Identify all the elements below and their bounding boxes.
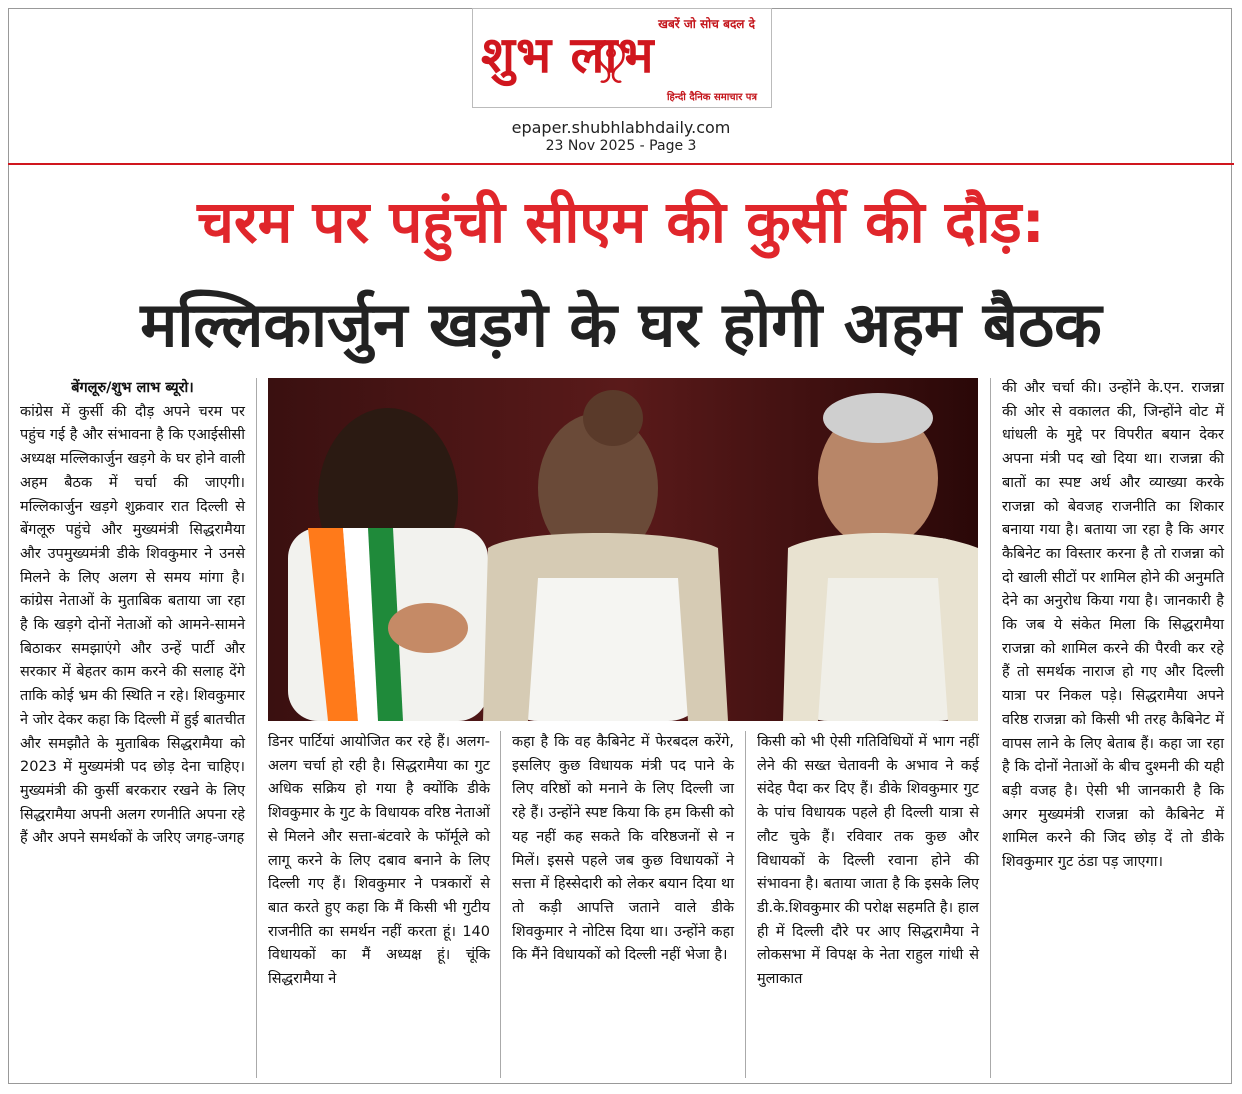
article-dateline: बेंगलूरु/शुभ लाभ ब्यूरो। xyxy=(71,380,194,396)
headline-line1: चरम पर पहुंची सीएम की कुर्सी की दौड़: xyxy=(197,188,1045,256)
article-column-1 xyxy=(20,377,245,851)
article-column-3-text: कहा है कि वह कैबिनेट में फेरबदल करेंगे, इसलिए कुछ विधायक मंत्री पद पाने के लिए वरिष्ठों को मनाने के लिए दिल्ली जा रहे हैं। उन्होंने स्पष्ट किया कि हम किसी को यह नहीं कह सकते कि वरिष्ठजनों से न मिलें। इससे पहले जब कुछ विधायकों ने सत्ता में हिस्सेदारी को लेकर बयान दिया था तो कड़ी आपत्ति जताने वाले डीके शिवकुमार ने नोटिस दिया था। उन्होंने कहा कि मैंने विधायकों को दिल्ली नहीं भेजा है। xyxy=(512,734,734,964)
masthead-tagline: खबरें जो सोच बदल दे xyxy=(658,17,755,31)
edition-url[interactable]: epaper.shubhlabhdaily.com xyxy=(511,118,731,137)
edition-date-page: 23 Nov 2025 - Page 3 xyxy=(545,138,697,154)
article-column-1-text: कांग्रेस में कुर्सी की दौड़ अपने चरम पर पहुंच गई है और संभावना है कि एआईसीसी अध्यक्ष मल्लिकार्जुन खड़गे के घर होने वाली अहम बैठक में चर्चा की जाएगी। मल्लिकार्जुन खड़गे शुक्रवार रात दिल्ली से बेंगलूरु पहुंचे और मुख्यमंत्री सिद्धरामैया और उपमुख्यमंत्री डीके शिवकुमार ने उनसे मिलने के लिए अलग से समय मांगा है। कांग्रेस नेताओं के मुताबिक बताया जा रहा है कि खड़गे दोनों नेताओं को आमने-सामने बिठाकर समझाएंगे और उन्हें पार्टी और सरकार में बेहतर काम करने की सलाह देंगे ताकि कोई भ्रम की स्थिति न रहे। शिवकुमार ने जोर देकर कहा कि दिल्ली में हुई बातचीत और समझौते के मुताबिक सिद्धरामैया को 2023 में मुख्यमंत्री पद छोड़ देना चाहिए। मुख्यमंत्री की कुर्सी बरकरार रखने के लिए सिद्धरामैया अपनी अलग रणनीति अपना रहे हैं और अपने समर्थकों के जरिए जगह-जगह xyxy=(20,403,245,847)
logo-wordmark: शुभ लाभ xyxy=(481,26,655,84)
column-divider xyxy=(745,731,746,1078)
ganesh-emblem-icon xyxy=(591,37,631,87)
article-column-3 xyxy=(512,731,734,968)
article-column-5 xyxy=(1002,377,1224,875)
article-column-2-text: डिनर पार्टियां आयोजित कर रहे हैं। अलग-अलग चर्चा हो रही है। सिद्धरामैया का गुट अधिक सक्रिय हो गया है क्योंकि डीके शिवकुमार के गुट के विधायक वरिष्ठ नेताओं से मिलने और सत्ता-बंटवारे के फॉर्मूले को लागू करने के लिए दबाव बनाने के लिए दिल्ली गए हैं। शिवकुमार ने पत्रकारों से बात करते हुए कहा कि मैं किसी भी गुटीय राजनीति का समर्थन नहीं करता हूं। 140 विधायकों का मैं अध्यक्ष हूं। चूंकि सिद्धरामैया ने xyxy=(268,734,490,988)
masthead-subtitle: हिन्दी दैनिक समाचार पत्र xyxy=(666,92,757,103)
news-photo xyxy=(268,378,978,721)
article-column-4 xyxy=(757,731,979,992)
header-divider xyxy=(8,163,1234,165)
column-divider xyxy=(500,731,501,1078)
masthead-logo[interactable] xyxy=(472,8,772,108)
column-divider xyxy=(990,378,991,1078)
headline-line2: मल्लिकार्जुन खड़गे के घर होगी अहम बैठक xyxy=(140,288,1102,361)
column-divider xyxy=(256,378,257,1078)
news-photo-image xyxy=(268,378,978,721)
article-column-5-text: की और चर्चा की। उन्होंने के.एन. राजन्ना की ओर से वकालत की, जिन्होंने वोट में धांधली के मुद्दे पर विपरीत बयान देकर अपना मंत्री पद खो दिया था। राजन्ना की बातों का स्पष्ट अर्थ और व्याख्या करके राजन्ना को बेवजह राजनीति का शिकार बनाया गया है। बताया जा रहा है कि अगर कैबिनेट का विस्तार करना है तो राजन्ना को दो खाली सीटों पर शामिल होने की अनुमति देने का अनुरोध किया गया है। जानकारी है कि जब ये संकेत मिला कि सिद्धरामैया राजन्ना को शामिल करने की पैरवी कर रहे हैं तो समर्थक नाराज हो गए और दिल्ली यात्रा पर निकल पड़े। सिद्धरामैया अपने वरिष्ठ राजन्ना को किसी भी तरह कैबिनेट में वापस लाने के लिए बेताब हैं। कहा जा रहा है कि दोनों नेताओं के बीच दुश्मनी की यही बड़ी वजह है। ऐसी भी जानकारी है कि अगर मुख्यमंत्री राजन्ना को कैबिनेट में शामिल करने की जिद छोड़ दें तो डीके शिवकुमार गुट ठंडा पड़ जाएगा। xyxy=(1002,380,1224,871)
article-column-2 xyxy=(268,731,490,992)
article-column-4-text: किसी को भी ऐसी गतिविधियों में भाग नहीं लेने की सख्त चेतावनी के अभाव ने कई संदेह पैदा कर दिए हैं। डीके शिवकुमार गुट के पांच विधायक पहले ही दिल्ली यात्रा से लौट चुके हैं। रविवार तक कुछ और विधायकों के दिल्ली रवाना होने की संभावना है। बताया जाता है कि इसके लिए डी.के.शिवकुमार की परोक्ष सहमति है। हाल ही में दिल्ली दौरे पर आए सिद्धरामैया ने लोकसभा में विपक्ष के नेता राहुल गांधी से मुलाकात xyxy=(757,734,979,988)
